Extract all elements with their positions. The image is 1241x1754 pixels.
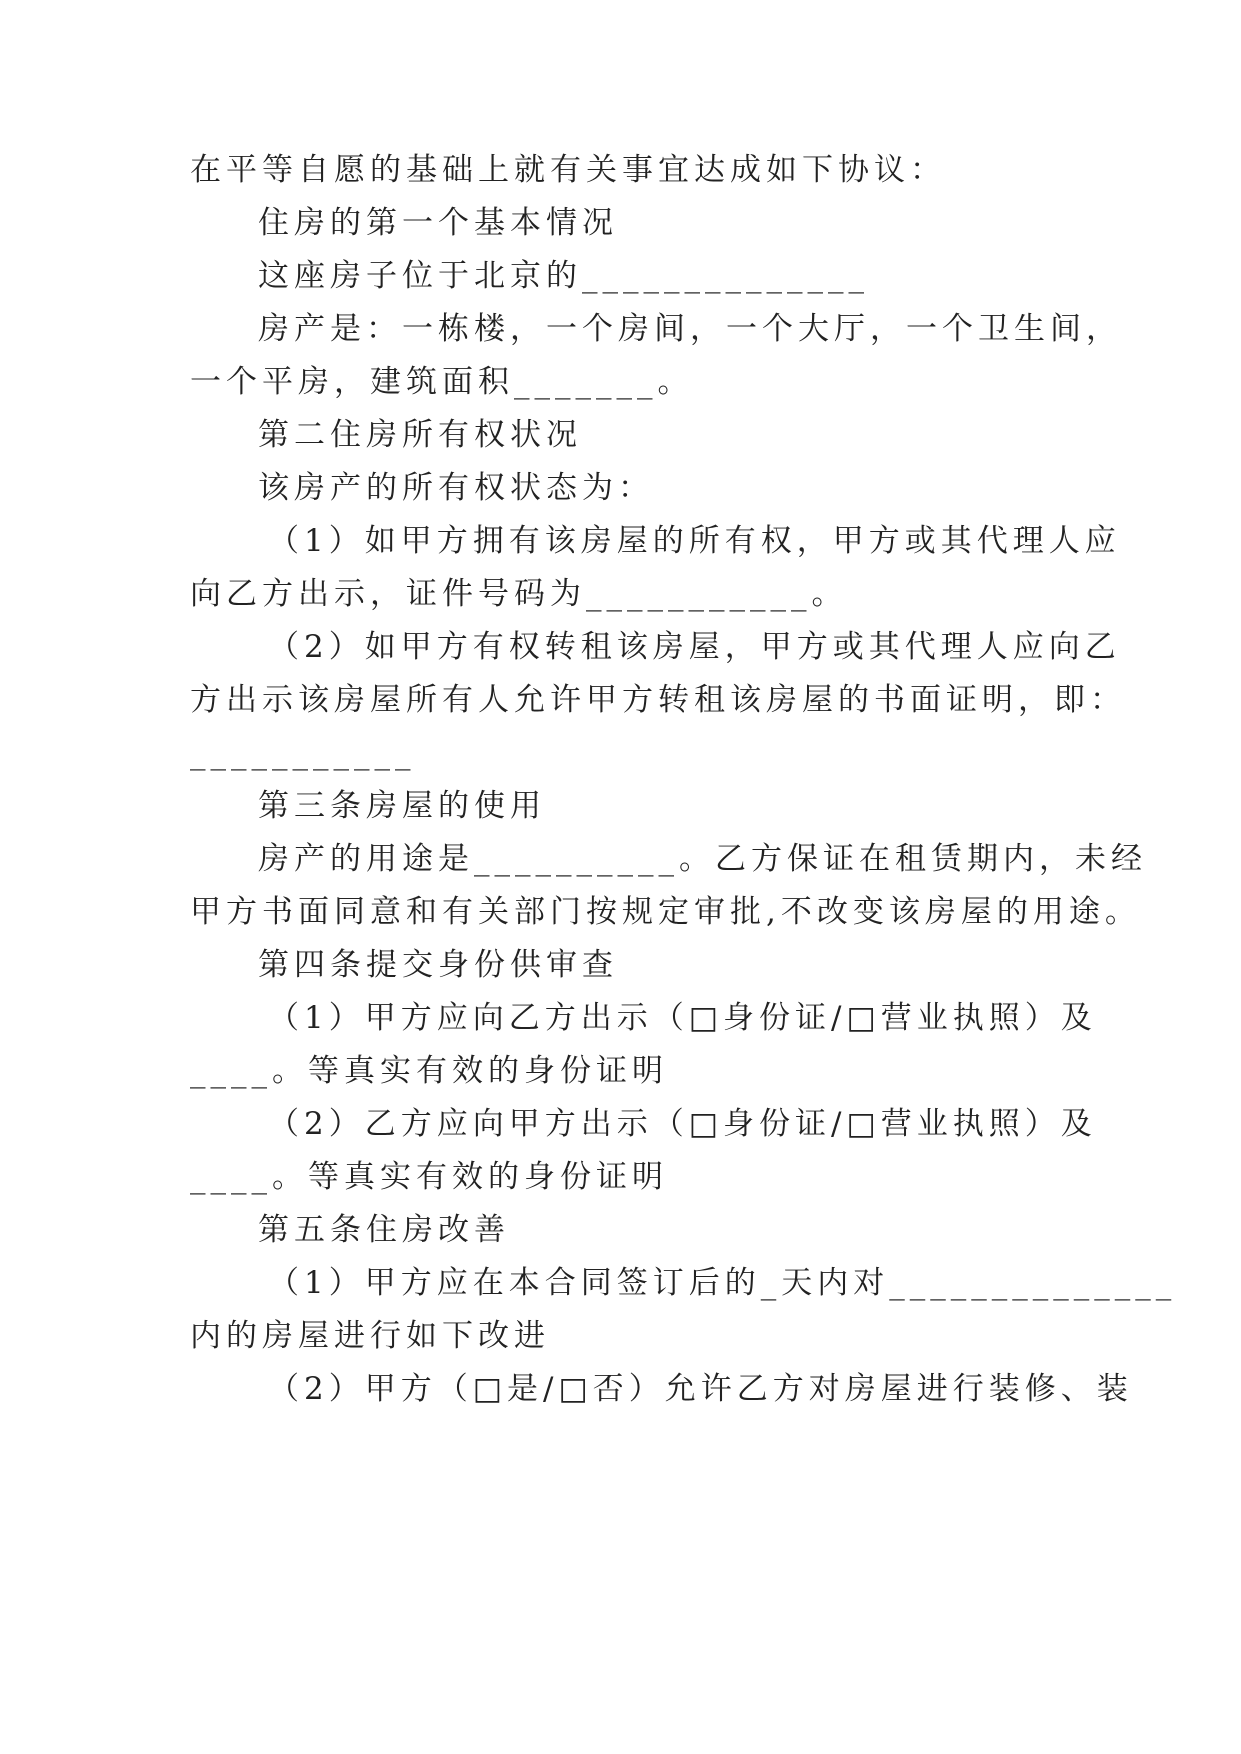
section-heading: 第二住房所有权状况 [258, 417, 582, 453]
paragraph-line: 房产是：一栋楼，一个房间，一个大厅，一个卫生间， [258, 311, 1122, 347]
section-heading: 第三条房屋的使用 [258, 788, 546, 824]
paragraph-line: （1）甲方应向乙方出示（□身份证/□营业执照）及 [268, 1000, 1097, 1036]
paragraph-line: 方出示该房屋所有人允许甲方转租该房屋的书面证明，即： [190, 682, 1126, 718]
paragraph-line: （2）乙方应向甲方出示（□身份证/□营业执照）及 [268, 1106, 1097, 1142]
section-heading: 第四条提交身份供审查 [258, 947, 618, 983]
section-heading: 住房的第一个基本情况 [258, 205, 618, 241]
paragraph-line: （1）如甲方拥有该房屋的所有权，甲方或其代理人应 [268, 523, 1121, 559]
section-heading: 第五条住房改善 [258, 1212, 510, 1248]
paragraph-line: ____。等真实有效的身份证明 [190, 1159, 668, 1195]
paragraph-line: ____。等真实有效的身份证明 [190, 1053, 668, 1089]
paragraph-line: 该房产的所有权状态为： [258, 470, 654, 506]
paragraph-line: 在平等自愿的基础上就有关事宜达成如下协议： [190, 152, 946, 188]
paragraph-line: 向乙方出示，证件号码为___________。 [190, 576, 848, 612]
paragraph-line: 一个平房，建筑面积_______。 [190, 364, 694, 400]
paragraph-line: 这座房子位于北京的______________ [258, 258, 869, 294]
paragraph-line: （1）甲方应在本合同签订后的_天内对______________ [268, 1265, 1177, 1301]
paragraph-line: （2）如甲方有权转租该房屋，甲方或其代理人应向乙 [268, 629, 1121, 665]
paragraph-line: （2）甲方（□是/□否）允许乙方对房屋进行装修、装 [268, 1371, 1133, 1407]
blank-field-line: ___________ [190, 735, 416, 771]
paragraph-line: 房产的用途是__________。乙方保证在租赁期内，未经 [258, 841, 1147, 877]
paragraph-line: 内的房屋进行如下改进 [190, 1318, 550, 1354]
paragraph-line: 甲方书面同意和有关部门按规定审批,不改变该房屋的用途。 [190, 894, 1141, 930]
